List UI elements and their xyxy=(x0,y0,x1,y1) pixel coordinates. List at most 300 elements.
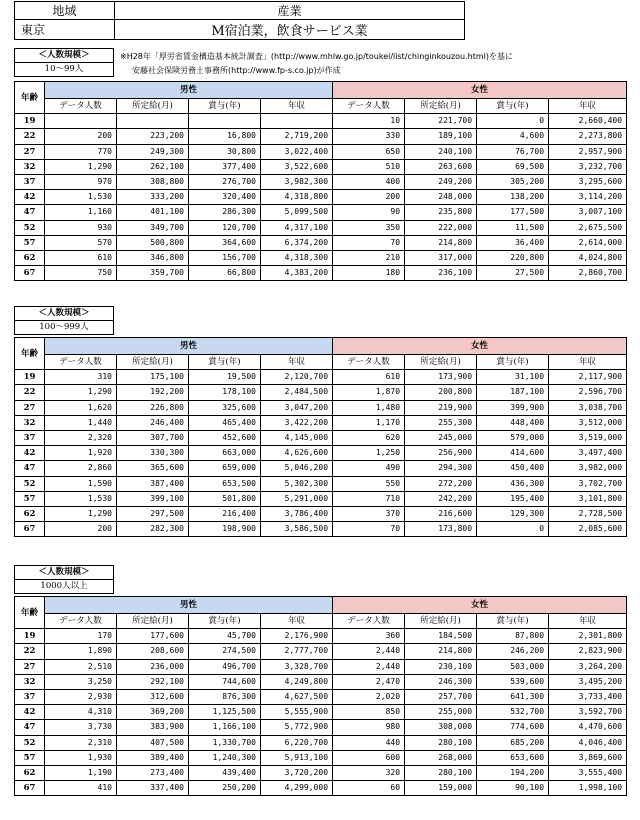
female-value-cell: 236,100 xyxy=(405,266,477,281)
column-header-bonus: 賞与(年) xyxy=(189,99,261,114)
male-value-cell: 1,530 xyxy=(45,190,117,205)
female-value-cell: 70 xyxy=(333,235,405,250)
female-value-cell: 3,295,600 xyxy=(549,174,627,189)
age-cell: 47 xyxy=(15,205,45,220)
female-value-cell: 1,870 xyxy=(333,385,405,400)
male-value-cell: 216,400 xyxy=(189,506,261,521)
female-value-cell: 3,519,000 xyxy=(549,430,627,445)
male-value-cell: 1,440 xyxy=(45,415,117,430)
male-value-cell: 208,600 xyxy=(117,644,189,659)
male-value-cell: 1,166,100 xyxy=(189,720,261,735)
male-value-cell: 744,600 xyxy=(189,674,261,689)
female-value-cell: 4,600 xyxy=(477,129,549,144)
column-header-bonus: 賞与(年) xyxy=(477,99,549,114)
male-value-cell: 1,290 xyxy=(45,506,117,521)
male-value-cell: 970 xyxy=(45,174,117,189)
age-header: 年齢 xyxy=(15,82,45,114)
age-cell: 52 xyxy=(15,476,45,491)
male-value-cell: 2,930 xyxy=(45,689,117,704)
female-value-cell: 685,200 xyxy=(477,735,549,750)
female-value-cell: 184,500 xyxy=(405,629,477,644)
female-value-cell: 1,998,100 xyxy=(549,781,627,796)
male-value-cell: 4,383,200 xyxy=(261,266,333,281)
male-value-cell: 297,500 xyxy=(117,506,189,521)
column-header-count: データ人数 xyxy=(45,99,117,114)
male-value-cell: 653,500 xyxy=(189,476,261,491)
column-header-count: データ人数 xyxy=(45,355,117,370)
female-value-cell: 2,660,400 xyxy=(549,114,627,129)
female-value-cell: 2,823,900 xyxy=(549,644,627,659)
male-value-cell: 1,590 xyxy=(45,476,117,491)
table-row xyxy=(15,205,627,220)
female-value-cell: 641,300 xyxy=(477,689,549,704)
male-value-cell: 377,400 xyxy=(189,159,261,174)
male-value-cell: 3,422,200 xyxy=(261,415,333,430)
size-category-box xyxy=(14,565,114,594)
male-value-cell: 663,000 xyxy=(189,446,261,461)
female-value-cell: 600 xyxy=(333,750,405,765)
male-value-cell: 346,800 xyxy=(117,250,189,265)
female-value-cell: 230,100 xyxy=(405,659,477,674)
female-value-cell: 280,100 xyxy=(405,765,477,780)
male-value-cell: 570 xyxy=(45,235,117,250)
male-value-cell: 1,920 xyxy=(45,446,117,461)
male-value-cell: 249,300 xyxy=(117,144,189,159)
male-value-cell: 262,100 xyxy=(117,159,189,174)
male-value-cell: 330,300 xyxy=(117,446,189,461)
male-value-cell: 407,500 xyxy=(117,735,189,750)
column-header-bonus: 賞与(年) xyxy=(477,614,549,629)
male-value-cell: 1,290 xyxy=(45,159,117,174)
male-value-cell xyxy=(45,114,117,129)
table-row xyxy=(15,629,627,644)
male-value-cell: 320,400 xyxy=(189,190,261,205)
male-value-cell: 399,100 xyxy=(117,491,189,506)
table-row xyxy=(15,430,627,445)
female-value-cell: 2,728,500 xyxy=(549,506,627,521)
source-note-line-2: 安藤社会保険労務士事務所(http://www.fp-s.co.jp)が作成 xyxy=(132,66,341,75)
male-value-cell: 1,290 xyxy=(45,385,117,400)
female-value-cell: 189,100 xyxy=(405,129,477,144)
male-value-cell: 410 xyxy=(45,781,117,796)
age-cell: 32 xyxy=(15,674,45,689)
column-header-salary: 所定給(月) xyxy=(117,99,189,114)
female-value-cell: 3,497,400 xyxy=(549,446,627,461)
female-value-cell: 70 xyxy=(333,522,405,537)
column-header-salary: 所定給(月) xyxy=(117,355,189,370)
male-value-cell: 4,317,100 xyxy=(261,220,333,235)
size-category-box xyxy=(14,306,114,335)
male-value-cell: 236,000 xyxy=(117,659,189,674)
age-cell: 37 xyxy=(15,430,45,445)
female-value-cell: 177,500 xyxy=(477,205,549,220)
column-header-bonus: 賞与(年) xyxy=(189,355,261,370)
male-value-cell: 16,800 xyxy=(189,129,261,144)
female-value-cell: 216,600 xyxy=(405,506,477,521)
male-value-cell: 5,046,200 xyxy=(261,461,333,476)
column-header-count: データ人数 xyxy=(333,355,405,370)
male-value-cell: 496,700 xyxy=(189,659,261,674)
male-value-cell: 223,200 xyxy=(117,129,189,144)
female-value-cell: 2,596,700 xyxy=(549,385,627,400)
female-value-cell: 210 xyxy=(333,250,405,265)
female-value-cell: 69,500 xyxy=(477,159,549,174)
female-value-cell: 173,900 xyxy=(405,370,477,385)
age-cell: 67 xyxy=(15,266,45,281)
table-row xyxy=(15,190,627,205)
female-value-cell: 3,869,600 xyxy=(549,750,627,765)
age-cell: 32 xyxy=(15,159,45,174)
male-value-cell: 610 xyxy=(45,250,117,265)
male-value-cell: 178,100 xyxy=(189,385,261,400)
table-row xyxy=(15,220,627,235)
female-value-cell: 221,700 xyxy=(405,114,477,129)
age-cell: 62 xyxy=(15,506,45,521)
table-row xyxy=(15,506,627,521)
male-value-cell: 246,400 xyxy=(117,415,189,430)
female-value-cell: 2,860,700 xyxy=(549,266,627,281)
table-row xyxy=(15,781,627,796)
male-value-cell: 4,310 xyxy=(45,705,117,720)
female-value-cell: 2,614,000 xyxy=(549,235,627,250)
female-value-cell: 272,200 xyxy=(405,476,477,491)
female-value-cell: 90 xyxy=(333,205,405,220)
age-header: 年齢 xyxy=(15,597,45,629)
male-value-cell: 5,772,900 xyxy=(261,720,333,735)
female-value-cell: 774,600 xyxy=(477,720,549,735)
male-value-cell: 3,522,600 xyxy=(261,159,333,174)
male-value-cell: 226,800 xyxy=(117,400,189,415)
female-value-cell: 256,900 xyxy=(405,446,477,461)
column-header-count: データ人数 xyxy=(45,614,117,629)
table-row xyxy=(15,476,627,491)
male-value-cell: 2,120,700 xyxy=(261,370,333,385)
male-value-cell: 1,160 xyxy=(45,205,117,220)
male-value-cell: 3,022,400 xyxy=(261,144,333,159)
female-value-cell: 31,100 xyxy=(477,370,549,385)
female-value-cell: 2,301,800 xyxy=(549,629,627,644)
male-value-cell: 1,125,500 xyxy=(189,705,261,720)
table-row xyxy=(15,705,627,720)
male-group-header: 男性 xyxy=(45,82,333,99)
female-value-cell: 3,733,400 xyxy=(549,689,627,704)
industry-label: 産業 xyxy=(115,2,465,20)
table-row xyxy=(15,461,627,476)
male-value-cell: 439,400 xyxy=(189,765,261,780)
female-value-cell: 263,600 xyxy=(405,159,477,174)
source-note xyxy=(120,50,513,78)
table-row xyxy=(15,159,627,174)
female-value-cell: 255,300 xyxy=(405,415,477,430)
female-value-cell: 360 xyxy=(333,629,405,644)
table-row xyxy=(15,415,627,430)
age-cell: 62 xyxy=(15,250,45,265)
age-cell: 27 xyxy=(15,144,45,159)
male-value-cell: 19,500 xyxy=(189,370,261,385)
female-value-cell: 222,000 xyxy=(405,220,477,235)
table-row xyxy=(15,659,627,674)
table-row xyxy=(15,674,627,689)
male-group-header: 男性 xyxy=(45,338,333,355)
male-value-cell: 200 xyxy=(45,522,117,537)
table-row xyxy=(15,522,627,537)
female-group-header: 女性 xyxy=(333,597,627,614)
female-value-cell: 245,000 xyxy=(405,430,477,445)
male-value-cell: 333,200 xyxy=(117,190,189,205)
male-value-cell: 177,600 xyxy=(117,629,189,644)
male-value-cell: 4,145,000 xyxy=(261,430,333,445)
female-value-cell: 129,300 xyxy=(477,506,549,521)
female-value-cell: 219,900 xyxy=(405,400,477,415)
male-value-cell: 930 xyxy=(45,220,117,235)
table-row xyxy=(15,129,627,144)
male-value-cell: 365,600 xyxy=(117,461,189,476)
male-value-cell: 401,100 xyxy=(117,205,189,220)
wage-table xyxy=(14,596,627,796)
column-header-salary: 所定給(月) xyxy=(117,614,189,629)
female-value-cell: 448,400 xyxy=(477,415,549,430)
female-value-cell: 248,000 xyxy=(405,190,477,205)
female-value-cell: 2,957,900 xyxy=(549,144,627,159)
male-value-cell: 5,555,900 xyxy=(261,705,333,720)
male-value-cell: 274,500 xyxy=(189,644,261,659)
male-value-cell: 1,240,300 xyxy=(189,750,261,765)
male-value-cell: 6,220,700 xyxy=(261,735,333,750)
male-value-cell: 452,600 xyxy=(189,430,261,445)
male-value-cell: 1,330,700 xyxy=(189,735,261,750)
female-value-cell: 187,100 xyxy=(477,385,549,400)
male-value-cell: 325,600 xyxy=(189,400,261,415)
male-value-cell: 4,249,800 xyxy=(261,674,333,689)
female-value-cell: 350 xyxy=(333,220,405,235)
region-value: 東京 xyxy=(15,20,115,40)
male-value-cell: 200 xyxy=(45,129,117,144)
female-value-cell: 268,000 xyxy=(405,750,477,765)
female-value-cell: 1,480 xyxy=(333,400,405,415)
age-cell: 42 xyxy=(15,446,45,461)
male-value-cell: 276,700 xyxy=(189,174,261,189)
column-header-salary: 所定給(月) xyxy=(405,614,477,629)
female-value-cell: 90,100 xyxy=(477,781,549,796)
female-value-cell: 510 xyxy=(333,159,405,174)
female-value-cell: 180 xyxy=(333,266,405,281)
table-row xyxy=(15,735,627,750)
table-row xyxy=(15,385,627,400)
male-value-cell: 500,800 xyxy=(117,235,189,250)
female-value-cell: 490 xyxy=(333,461,405,476)
female-value-cell: 620 xyxy=(333,430,405,445)
table-row xyxy=(15,491,627,506)
female-value-cell: 440 xyxy=(333,735,405,750)
male-value-cell: 3,730 xyxy=(45,720,117,735)
size-category-title: ＜人数規模＞ xyxy=(38,567,90,577)
male-value-cell: 3,328,700 xyxy=(261,659,333,674)
female-value-cell: 3,114,200 xyxy=(549,190,627,205)
column-header-annual: 年収 xyxy=(549,99,627,114)
age-cell: 42 xyxy=(15,705,45,720)
size-category-value: 10～99人 xyxy=(15,62,113,76)
female-value-cell: 1,250 xyxy=(333,446,405,461)
male-value-cell: 4,299,000 xyxy=(261,781,333,796)
male-value-cell: 5,302,300 xyxy=(261,476,333,491)
female-value-cell: 173,800 xyxy=(405,522,477,537)
male-value-cell: 4,626,600 xyxy=(261,446,333,461)
age-cell: 67 xyxy=(15,781,45,796)
male-value-cell xyxy=(117,114,189,129)
column-header-annual: 年収 xyxy=(261,355,333,370)
male-value-cell: 2,719,200 xyxy=(261,129,333,144)
age-cell: 57 xyxy=(15,750,45,765)
male-value-cell: 30,800 xyxy=(189,144,261,159)
female-value-cell: 980 xyxy=(333,720,405,735)
male-value-cell: 364,600 xyxy=(189,235,261,250)
male-value-cell: 349,700 xyxy=(117,220,189,235)
male-value-cell xyxy=(189,114,261,129)
table-row xyxy=(15,765,627,780)
age-cell: 62 xyxy=(15,765,45,780)
age-cell: 42 xyxy=(15,190,45,205)
female-value-cell: 194,200 xyxy=(477,765,549,780)
source-note-line-1: ※H28年「厚労省賃金構造基本統計調査」(http://www.mhlw.go.jp/toukei/list/chinginkouzou.html)を基に xyxy=(120,52,514,61)
table-row xyxy=(15,144,627,159)
male-value-cell: 3,047,200 xyxy=(261,400,333,415)
female-value-cell: 76,700 xyxy=(477,144,549,159)
male-value-cell: 192,200 xyxy=(117,385,189,400)
male-value-cell: 120,700 xyxy=(189,220,261,235)
male-value-cell: 45,700 xyxy=(189,629,261,644)
male-value-cell: 1,530 xyxy=(45,491,117,506)
female-value-cell: 3,232,700 xyxy=(549,159,627,174)
table-row xyxy=(15,720,627,735)
female-value-cell: 214,800 xyxy=(405,644,477,659)
age-cell: 19 xyxy=(15,114,45,129)
age-cell: 52 xyxy=(15,220,45,235)
female-value-cell: 550 xyxy=(333,476,405,491)
female-value-cell: 255,000 xyxy=(405,705,477,720)
male-value-cell: 4,318,300 xyxy=(261,250,333,265)
female-value-cell: 320 xyxy=(333,765,405,780)
male-value-cell: 312,600 xyxy=(117,689,189,704)
male-value-cell: 2,176,900 xyxy=(261,629,333,644)
female-value-cell: 650 xyxy=(333,144,405,159)
age-header: 年齢 xyxy=(15,338,45,370)
female-value-cell: 159,000 xyxy=(405,781,477,796)
wage-table xyxy=(14,337,627,537)
male-value-cell: 501,800 xyxy=(189,491,261,506)
female-value-cell: 436,300 xyxy=(477,476,549,491)
female-value-cell: 10 xyxy=(333,114,405,129)
male-value-cell: 4,627,500 xyxy=(261,689,333,704)
male-value-cell: 337,400 xyxy=(117,781,189,796)
male-value-cell: 175,100 xyxy=(117,370,189,385)
size-category-box xyxy=(14,48,114,77)
female-value-cell: 3,982,000 xyxy=(549,461,627,476)
male-value-cell: 170 xyxy=(45,629,117,644)
table-row xyxy=(15,400,627,415)
column-header-annual: 年収 xyxy=(261,99,333,114)
female-value-cell: 539,600 xyxy=(477,674,549,689)
female-value-cell: 246,300 xyxy=(405,674,477,689)
female-value-cell: 257,700 xyxy=(405,689,477,704)
female-value-cell: 710 xyxy=(333,491,405,506)
male-value-cell: 2,777,700 xyxy=(261,644,333,659)
female-value-cell: 2,440 xyxy=(333,659,405,674)
age-cell: 47 xyxy=(15,720,45,735)
table-row xyxy=(15,370,627,385)
column-header-salary: 所定給(月) xyxy=(405,99,477,114)
female-value-cell: 36,400 xyxy=(477,235,549,250)
table-row xyxy=(15,689,627,704)
female-value-cell: 220,800 xyxy=(477,250,549,265)
age-cell: 19 xyxy=(15,629,45,644)
male-group-header: 男性 xyxy=(45,597,333,614)
male-value-cell: 156,700 xyxy=(189,250,261,265)
male-value-cell: 1,190 xyxy=(45,765,117,780)
male-value-cell: 286,300 xyxy=(189,205,261,220)
male-value-cell: 3,586,500 xyxy=(261,522,333,537)
male-value-cell: 292,100 xyxy=(117,674,189,689)
female-value-cell: 3,702,700 xyxy=(549,476,627,491)
female-value-cell: 200 xyxy=(333,190,405,205)
male-value-cell: 3,982,300 xyxy=(261,174,333,189)
male-value-cell: 282,300 xyxy=(117,522,189,537)
female-value-cell: 653,600 xyxy=(477,750,549,765)
age-cell: 37 xyxy=(15,689,45,704)
industry-value: M宿泊業，飲食サービス業 xyxy=(115,20,465,40)
column-header-count: データ人数 xyxy=(333,99,405,114)
female-value-cell: 138,200 xyxy=(477,190,549,205)
region-industry-header xyxy=(14,1,465,40)
age-cell: 67 xyxy=(15,522,45,537)
female-value-cell: 308,000 xyxy=(405,720,477,735)
female-value-cell: 3,007,100 xyxy=(549,205,627,220)
female-value-cell: 280,100 xyxy=(405,735,477,750)
wage-table xyxy=(14,81,627,281)
female-value-cell: 3,495,200 xyxy=(549,674,627,689)
male-value-cell: 1,930 xyxy=(45,750,117,765)
male-value-cell: 659,000 xyxy=(189,461,261,476)
male-value-cell: 3,250 xyxy=(45,674,117,689)
female-group-header: 女性 xyxy=(333,82,627,99)
male-value-cell: 770 xyxy=(45,144,117,159)
male-value-cell: 387,400 xyxy=(117,476,189,491)
table-row xyxy=(15,114,627,129)
male-value-cell: 5,099,500 xyxy=(261,205,333,220)
female-value-cell: 2,440 xyxy=(333,644,405,659)
age-cell: 57 xyxy=(15,235,45,250)
table-row xyxy=(15,644,627,659)
age-cell: 22 xyxy=(15,385,45,400)
male-value-cell: 383,900 xyxy=(117,720,189,735)
female-value-cell: 400 xyxy=(333,174,405,189)
male-value-cell: 198,900 xyxy=(189,522,261,537)
female-value-cell: 195,400 xyxy=(477,491,549,506)
male-value-cell: 369,200 xyxy=(117,705,189,720)
female-value-cell: 249,200 xyxy=(405,174,477,189)
column-header-bonus: 賞与(年) xyxy=(477,355,549,370)
female-value-cell: 2,675,500 xyxy=(549,220,627,235)
female-value-cell: 3,512,000 xyxy=(549,415,627,430)
table-row xyxy=(15,250,627,265)
male-value-cell: 3,720,200 xyxy=(261,765,333,780)
table-row xyxy=(15,266,627,281)
age-cell: 27 xyxy=(15,400,45,415)
female-value-cell: 2,085,600 xyxy=(549,522,627,537)
female-value-cell: 305,200 xyxy=(477,174,549,189)
male-value-cell: 250,200 xyxy=(189,781,261,796)
female-value-cell: 399,900 xyxy=(477,400,549,415)
male-value-cell: 389,400 xyxy=(117,750,189,765)
